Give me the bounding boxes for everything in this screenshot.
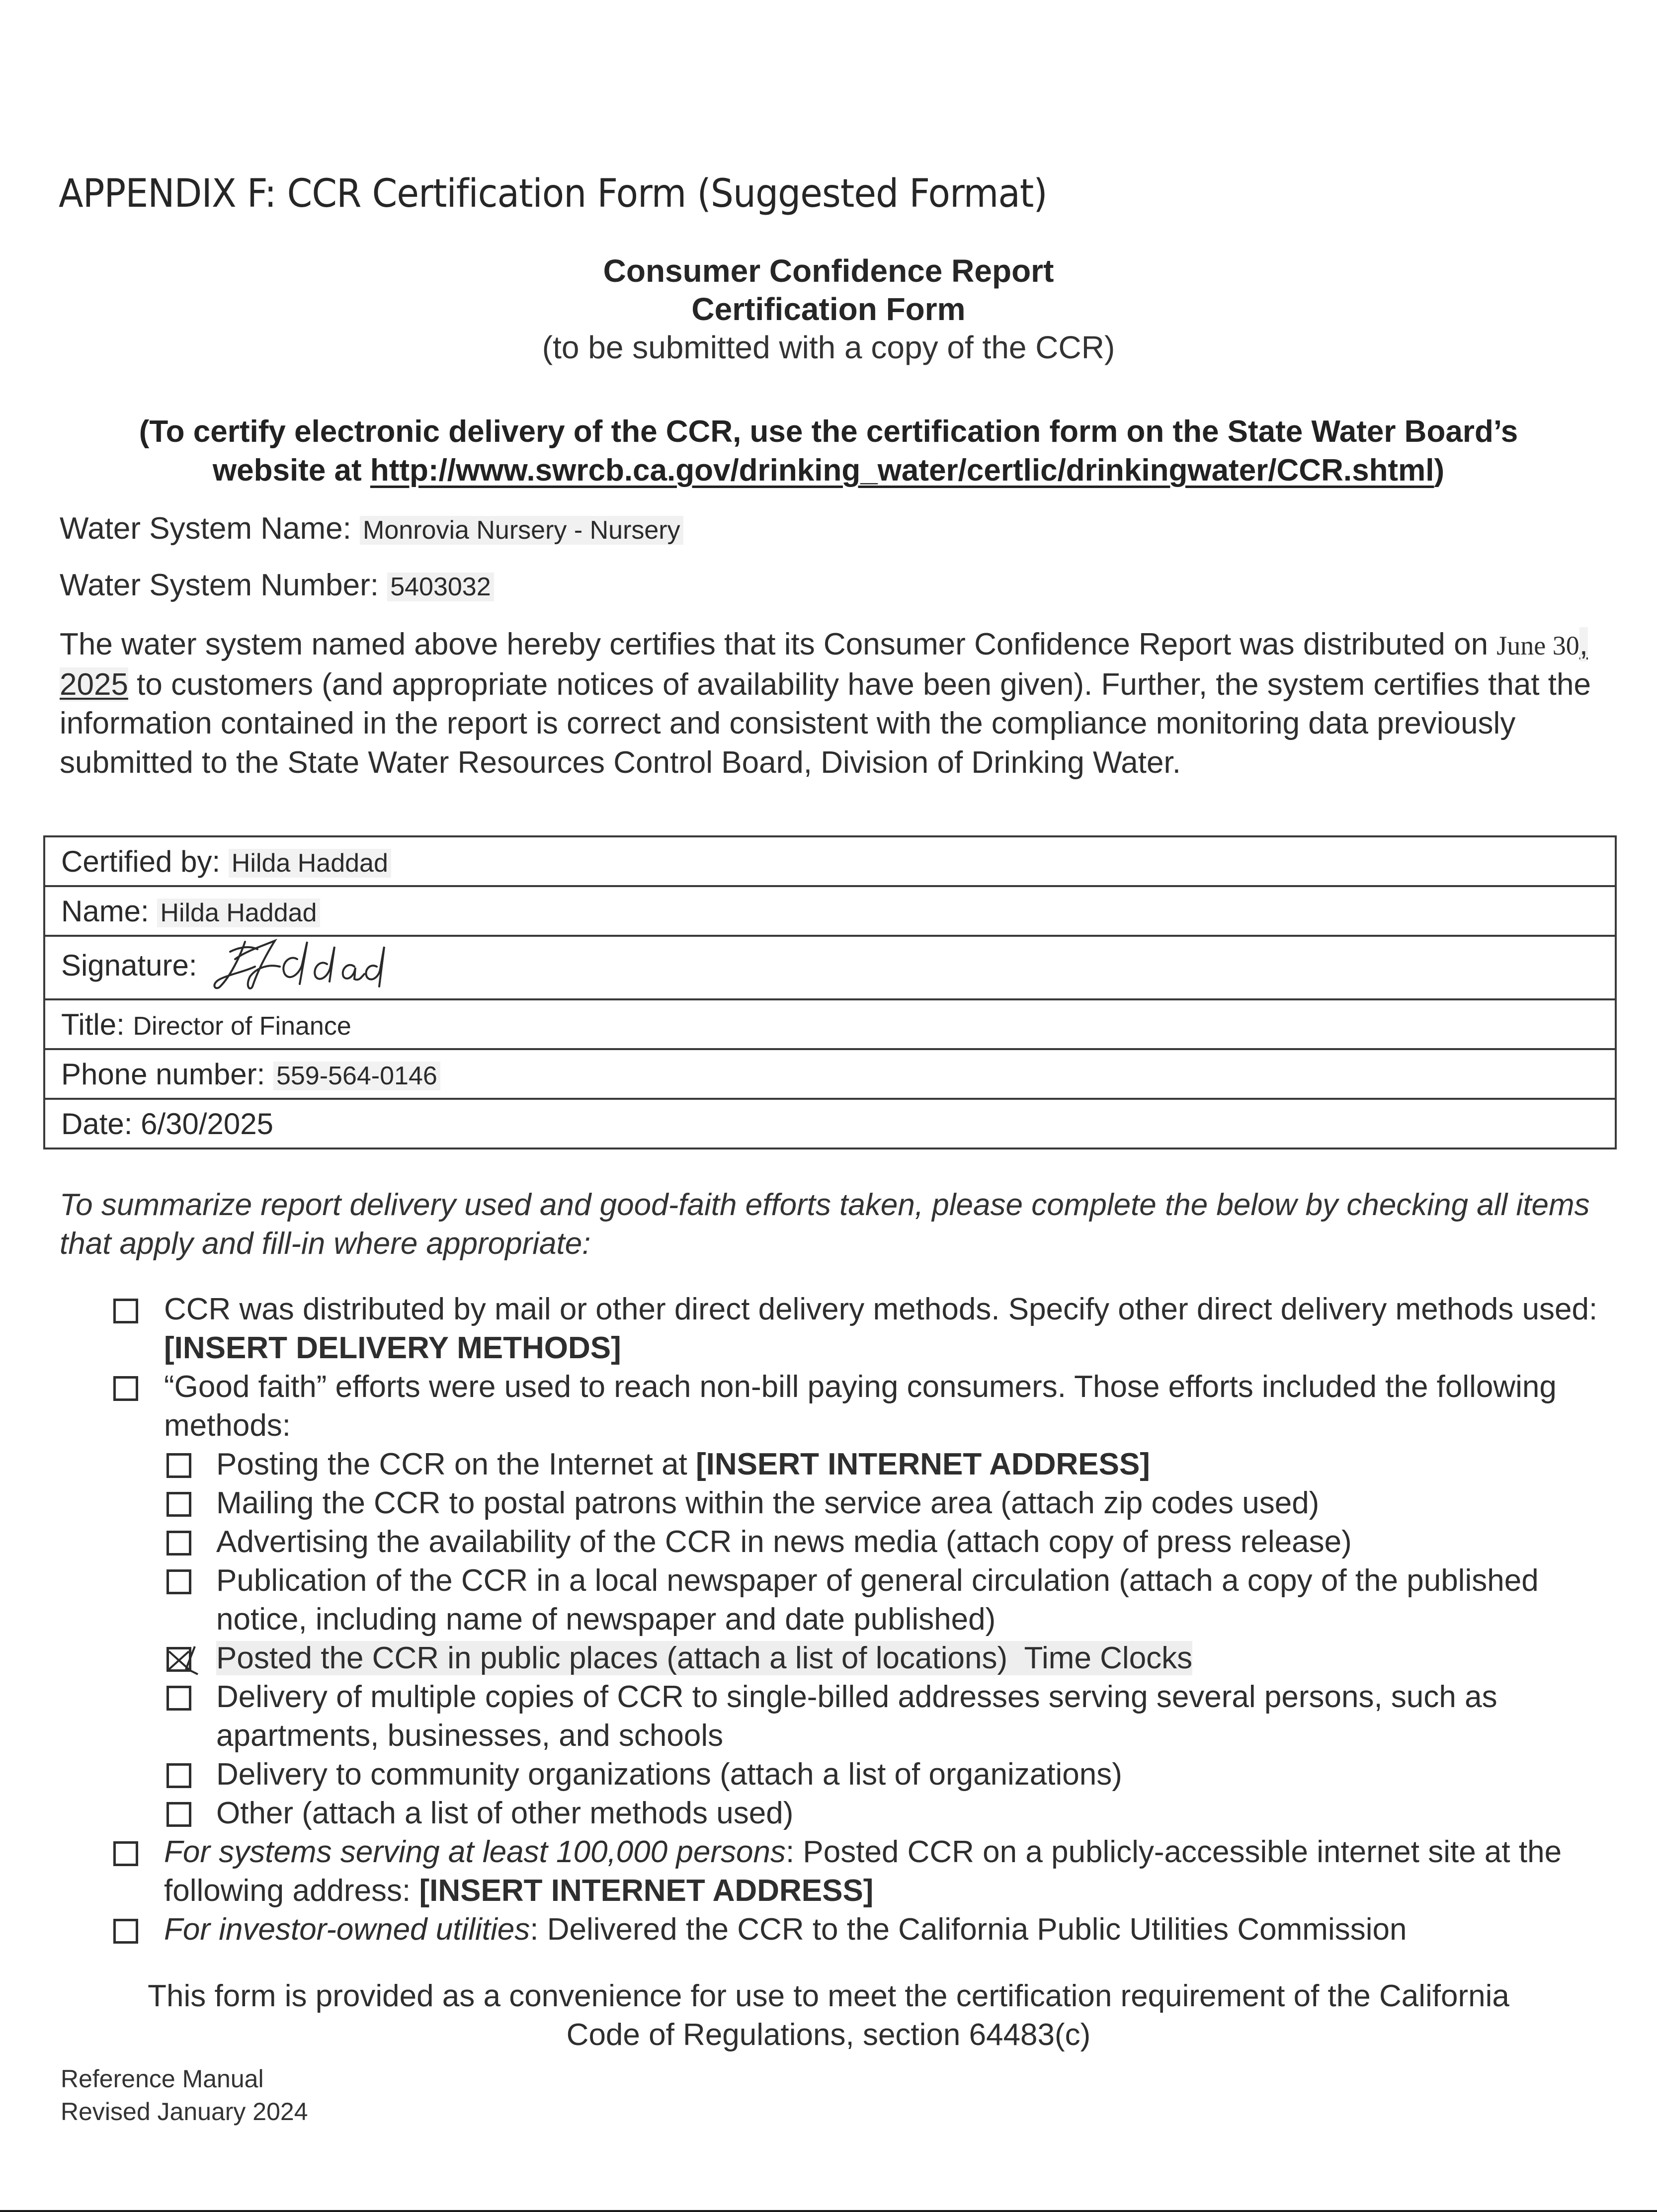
certification-text-part1: The water system named above hereby certifies that its Consumer Confidence Report was distributed on	[60, 627, 1497, 661]
certified-by-value[interactable]: Hilda Haddad	[229, 849, 391, 878]
good-faith-text: “Good faith” efforts were used to reach non-bill paying consumers. Those efforts included the following methods:	[164, 1370, 1557, 1443]
summary-intro: To summarize report delivery used and good-faith efforts taken, please complete the below by checking all items that apply and fill-in where appropriate:	[60, 1188, 1590, 1261]
list-item-good-faith	[164, 1368, 1615, 1445]
table-row-title	[44, 999, 1616, 1049]
list-item-direct-delivery	[164, 1290, 1615, 1368]
checkbox-unchecked-icon[interactable]	[113, 1376, 138, 1401]
check-x-mark-icon	[166, 1644, 197, 1675]
list-item-mailing	[216, 1484, 1618, 1523]
internet-posting-text: Posting the CCR on the Internet at	[216, 1447, 696, 1481]
water-system-number-field	[60, 568, 494, 603]
advertising-text: Advertising the availability of the CCR in news media (attach copy of press release)	[216, 1525, 1352, 1559]
table-row-date	[44, 1099, 1616, 1148]
form-title-line2: Certification Form	[691, 291, 966, 327]
water-system-name-label: Water System Name:	[60, 511, 360, 546]
phone-label: Phone number:	[61, 1057, 273, 1091]
title-label: Title:	[61, 1007, 133, 1041]
signature-image[interactable]	[210, 937, 419, 998]
list-item-public-places	[216, 1639, 1618, 1678]
table-row-signature	[44, 936, 1616, 999]
list-item-internet-posting	[216, 1445, 1618, 1484]
other-text: Other (attach a list of other methods used)	[216, 1796, 794, 1830]
internet-posting-placeholder[interactable]: [INSERT INTERNET ADDRESS]	[696, 1447, 1150, 1481]
reference-manual-label: Reference Manual	[61, 2065, 264, 2093]
multiple-copies-text: Delivery of multiple copies of CCR to single-billed addresses serving several persons, such as apartments, businesses, and schools	[216, 1680, 1497, 1753]
mailing-text: Mailing the CCR to postal patrons within the service area (attach zip codes used)	[216, 1486, 1320, 1520]
public-places-fill[interactable]: Time Clocks	[1007, 1641, 1193, 1675]
public-places-text: Posted the CCR in public places (attach a list of locations)	[216, 1641, 1008, 1675]
electronic-note-line2	[0, 453, 1657, 488]
water-system-number-label: Water System Number:	[60, 568, 388, 602]
electronic-note-suffix: )	[1434, 453, 1445, 488]
investor-owned-italic: For investor-owned utilities	[164, 1912, 530, 1947]
handwritten-signature-icon	[210, 937, 419, 991]
water-system-name-value[interactable]: Monrovia Nursery - Nursery	[360, 516, 683, 545]
checkbox-unchecked-icon[interactable]	[166, 1802, 191, 1827]
list-item-large-systems	[164, 1833, 1615, 1910]
water-system-name-field	[60, 511, 683, 546]
direct-delivery-placeholder[interactable]: [INSERT DELIVERY METHODS]	[164, 1331, 621, 1365]
list-item-community-orgs	[216, 1755, 1618, 1794]
table-row-certified-by	[44, 836, 1616, 886]
newspaper-text: Publication of the CCR in a local newspaper of general circulation (attach a copy of the published notice, including name of newspaper and date published)	[216, 1563, 1539, 1637]
checkbox-unchecked-icon[interactable]	[166, 1686, 191, 1711]
checkbox-unchecked-icon[interactable]	[166, 1569, 191, 1594]
checkbox-unchecked-icon[interactable]	[166, 1763, 191, 1788]
checkbox-unchecked-icon[interactable]	[113, 1299, 138, 1323]
appendix-title: APPENDIX F: CCR Certification Form (Suggested Format)	[59, 171, 1047, 216]
checkbox-unchecked-icon[interactable]	[166, 1453, 191, 1478]
certification-paragraph	[60, 625, 1610, 782]
certified-by-label: Certified by:	[61, 844, 229, 878]
certification-text-part2: to customers (and appropriate notices of availability have been given). Further, the system certifies that the information contained in the report is correct and consistent with the compliance monitoring data previously submitted to the State Water Resources Control Board, Division of Drinking Water.	[60, 667, 1591, 780]
table-row-name	[44, 886, 1616, 936]
table-row-phone	[44, 1049, 1616, 1099]
certification-form-link[interactable]: http://www.swrcb.ca.gov/drinking_water/certlic/drinkingwater/CCR.shtml	[370, 453, 1434, 488]
signature-label: Signature:	[61, 948, 206, 982]
name-label: Name:	[61, 894, 158, 928]
direct-delivery-text: CCR was distributed by mail or other direct delivery methods. Specify other direct delivery methods used:	[164, 1292, 1598, 1326]
checkbox-unchecked-icon[interactable]	[113, 1919, 138, 1944]
checkbox-checked-icon[interactable]	[166, 1647, 191, 1672]
large-systems-italic: For systems serving at least 100,000 persons	[164, 1835, 786, 1869]
list-item-newspaper	[216, 1561, 1618, 1639]
investor-owned-text: : Delivered the CCR to the California Public Utilities Commission	[530, 1912, 1407, 1947]
title-value[interactable]: Director of Finance	[133, 1011, 351, 1041]
large-systems-placeholder[interactable]: [INSERT INTERNET ADDRESS]	[419, 1874, 874, 1908]
distribution-date-month-day[interactable]: June 30	[1496, 631, 1579, 660]
checkbox-unchecked-icon[interactable]	[166, 1531, 191, 1556]
form-title-line1: Consumer Confidence Report	[603, 253, 1054, 289]
distribution-date-year[interactable]: , 2025	[60, 627, 1588, 702]
large-systems-text: : Posted CCR on a publicly-accessible internet site at the following address:	[164, 1835, 1562, 1908]
scan-border-line	[0, 2210, 1657, 2212]
certifier-table	[43, 835, 1617, 1149]
revision-date-label: Revised January 2024	[61, 2098, 308, 2126]
electronic-note-line1: (To certify electronic delivery of the CCR, use the certification form on the State Water Board’s	[139, 414, 1518, 449]
footer-note-line1: This form is provided as a convenience for use to meet the certification requirement of the California	[148, 1979, 1509, 2013]
community-orgs-text: Delivery to community organizations (attach a list of organizations)	[216, 1757, 1122, 1792]
name-value[interactable]: Hilda Haddad	[157, 899, 320, 927]
phone-value[interactable]: 559-564-0146	[273, 1062, 440, 1090]
date-value[interactable]: 6/30/2025	[141, 1107, 274, 1141]
checkbox-unchecked-icon[interactable]	[166, 1492, 191, 1517]
water-system-number-value[interactable]: 5403032	[387, 573, 494, 601]
date-label: Date:	[61, 1107, 141, 1141]
electronic-note-prefix: website at	[212, 453, 370, 488]
list-item-advertising	[216, 1523, 1618, 1561]
form-subtitle: (to be submitted with a copy of the CCR)	[542, 329, 1115, 365]
list-item-investor-owned	[164, 1910, 1615, 1949]
list-item-multiple-copies	[216, 1678, 1618, 1755]
list-item-other	[216, 1794, 1618, 1833]
checkbox-unchecked-icon[interactable]	[113, 1841, 138, 1866]
footer-note-line2: Code of Regulations, section 64483(c)	[566, 2018, 1091, 2052]
